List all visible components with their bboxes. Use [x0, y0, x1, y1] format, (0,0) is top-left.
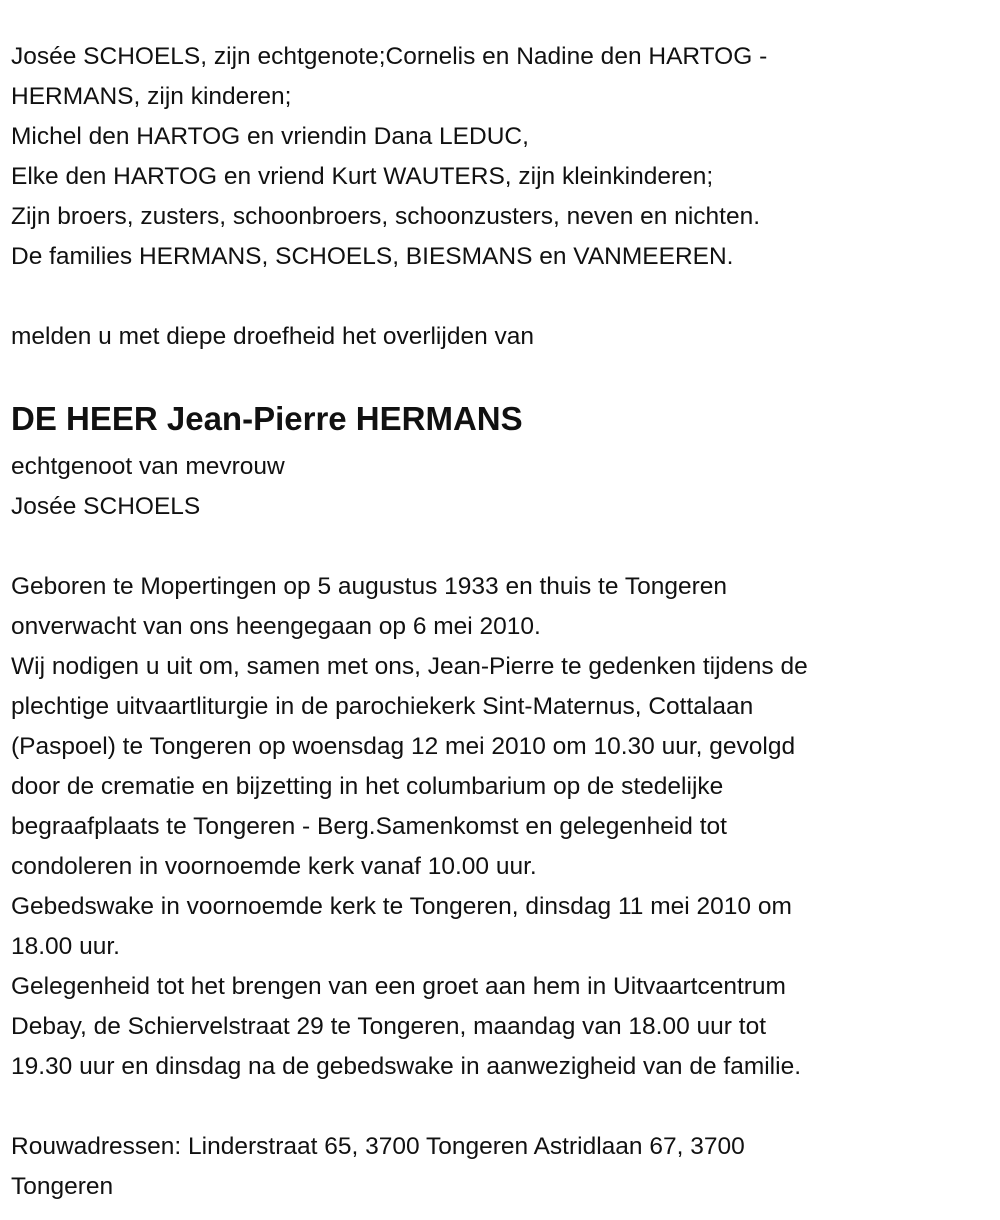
details-line: 18.00 uur.	[11, 933, 120, 960]
details-line: condoleren in voornoemde kerk vanaf 10.00 uur.	[11, 853, 537, 880]
details-line: 19.30 uur en dinsdag na de gebedswake in aanwezigheid van de familie.	[11, 1053, 802, 1080]
announcement-text: melden u met diepe droefheid het overlijden van	[11, 323, 535, 350]
address-line: Rouwadressen: Linderstraat 65, 3700 Tongeren Astridlaan 67, 3700	[11, 1133, 745, 1160]
details-line: (Paspoel) te Tongeren op woensdag 12 mei 2010 om 10.30 uur, gevolgd	[11, 733, 796, 760]
details-line: plechtige uitvaartliturgie in de parochiekerk Sint-Maternus, Cottalaan	[11, 693, 754, 720]
details-line: begraafplaats te Tongeren - Berg.Samenkomst en gelegenheid tot	[11, 813, 727, 840]
family-line: Michel den HARTOG en vriendin Dana LEDUC,	[11, 123, 529, 150]
mourning-addresses	[11, 1127, 808, 1207]
details-line: onverwacht van ons heengegaan op 6 mei 2010.	[11, 613, 541, 640]
spouse-info	[11, 447, 808, 527]
details-line: Wij nodigen u uit om, samen met ons, Jean-Pierre te gedenken tijdens de	[11, 653, 808, 680]
funeral-details	[11, 567, 808, 1087]
family-line: De families HERMANS, SCHOELS, BIESMANS en VANMEEREN.	[11, 243, 734, 270]
obituary-document	[11, 37, 808, 1207]
details-line: Gelegenheid tot het brengen van een groet aan hem in Uitvaartcentrum	[11, 973, 786, 1000]
address-line: Tongeren	[11, 1173, 114, 1200]
spouse-line: Josée SCHOELS	[11, 493, 201, 520]
family-line: HERMANS, zijn kinderen;	[11, 83, 292, 110]
spouse-line: echtgenoot van mevrouw	[11, 453, 285, 480]
family-line: Josée SCHOELS, zijn echtgenote;Cornelis en Nadine den HARTOG -	[11, 43, 768, 70]
details-line: Debay, de Schiervelstraat 29 te Tongeren, maandag van 18.00 uur tot	[11, 1013, 767, 1040]
deceased-name: DE HEER Jean-Pierre HERMANS	[11, 400, 523, 437]
details-line: Gebedswake in voornoemde kerk te Tongeren, dinsdag 11 mei 2010 om	[11, 893, 792, 920]
details-line: Geboren te Mopertingen op 5 augustus 1933 en thuis te Tongeren	[11, 573, 728, 600]
family-line: Elke den HARTOG en vriend Kurt WAUTERS, zijn kleinkinderen;	[11, 163, 714, 190]
details-line: door de crematie en bijzetting in het columbarium op de stedelijke	[11, 773, 724, 800]
family-list	[11, 37, 808, 277]
family-line: Zijn broers, zusters, schoonbroers, schoonzusters, neven en nichten.	[11, 203, 760, 230]
